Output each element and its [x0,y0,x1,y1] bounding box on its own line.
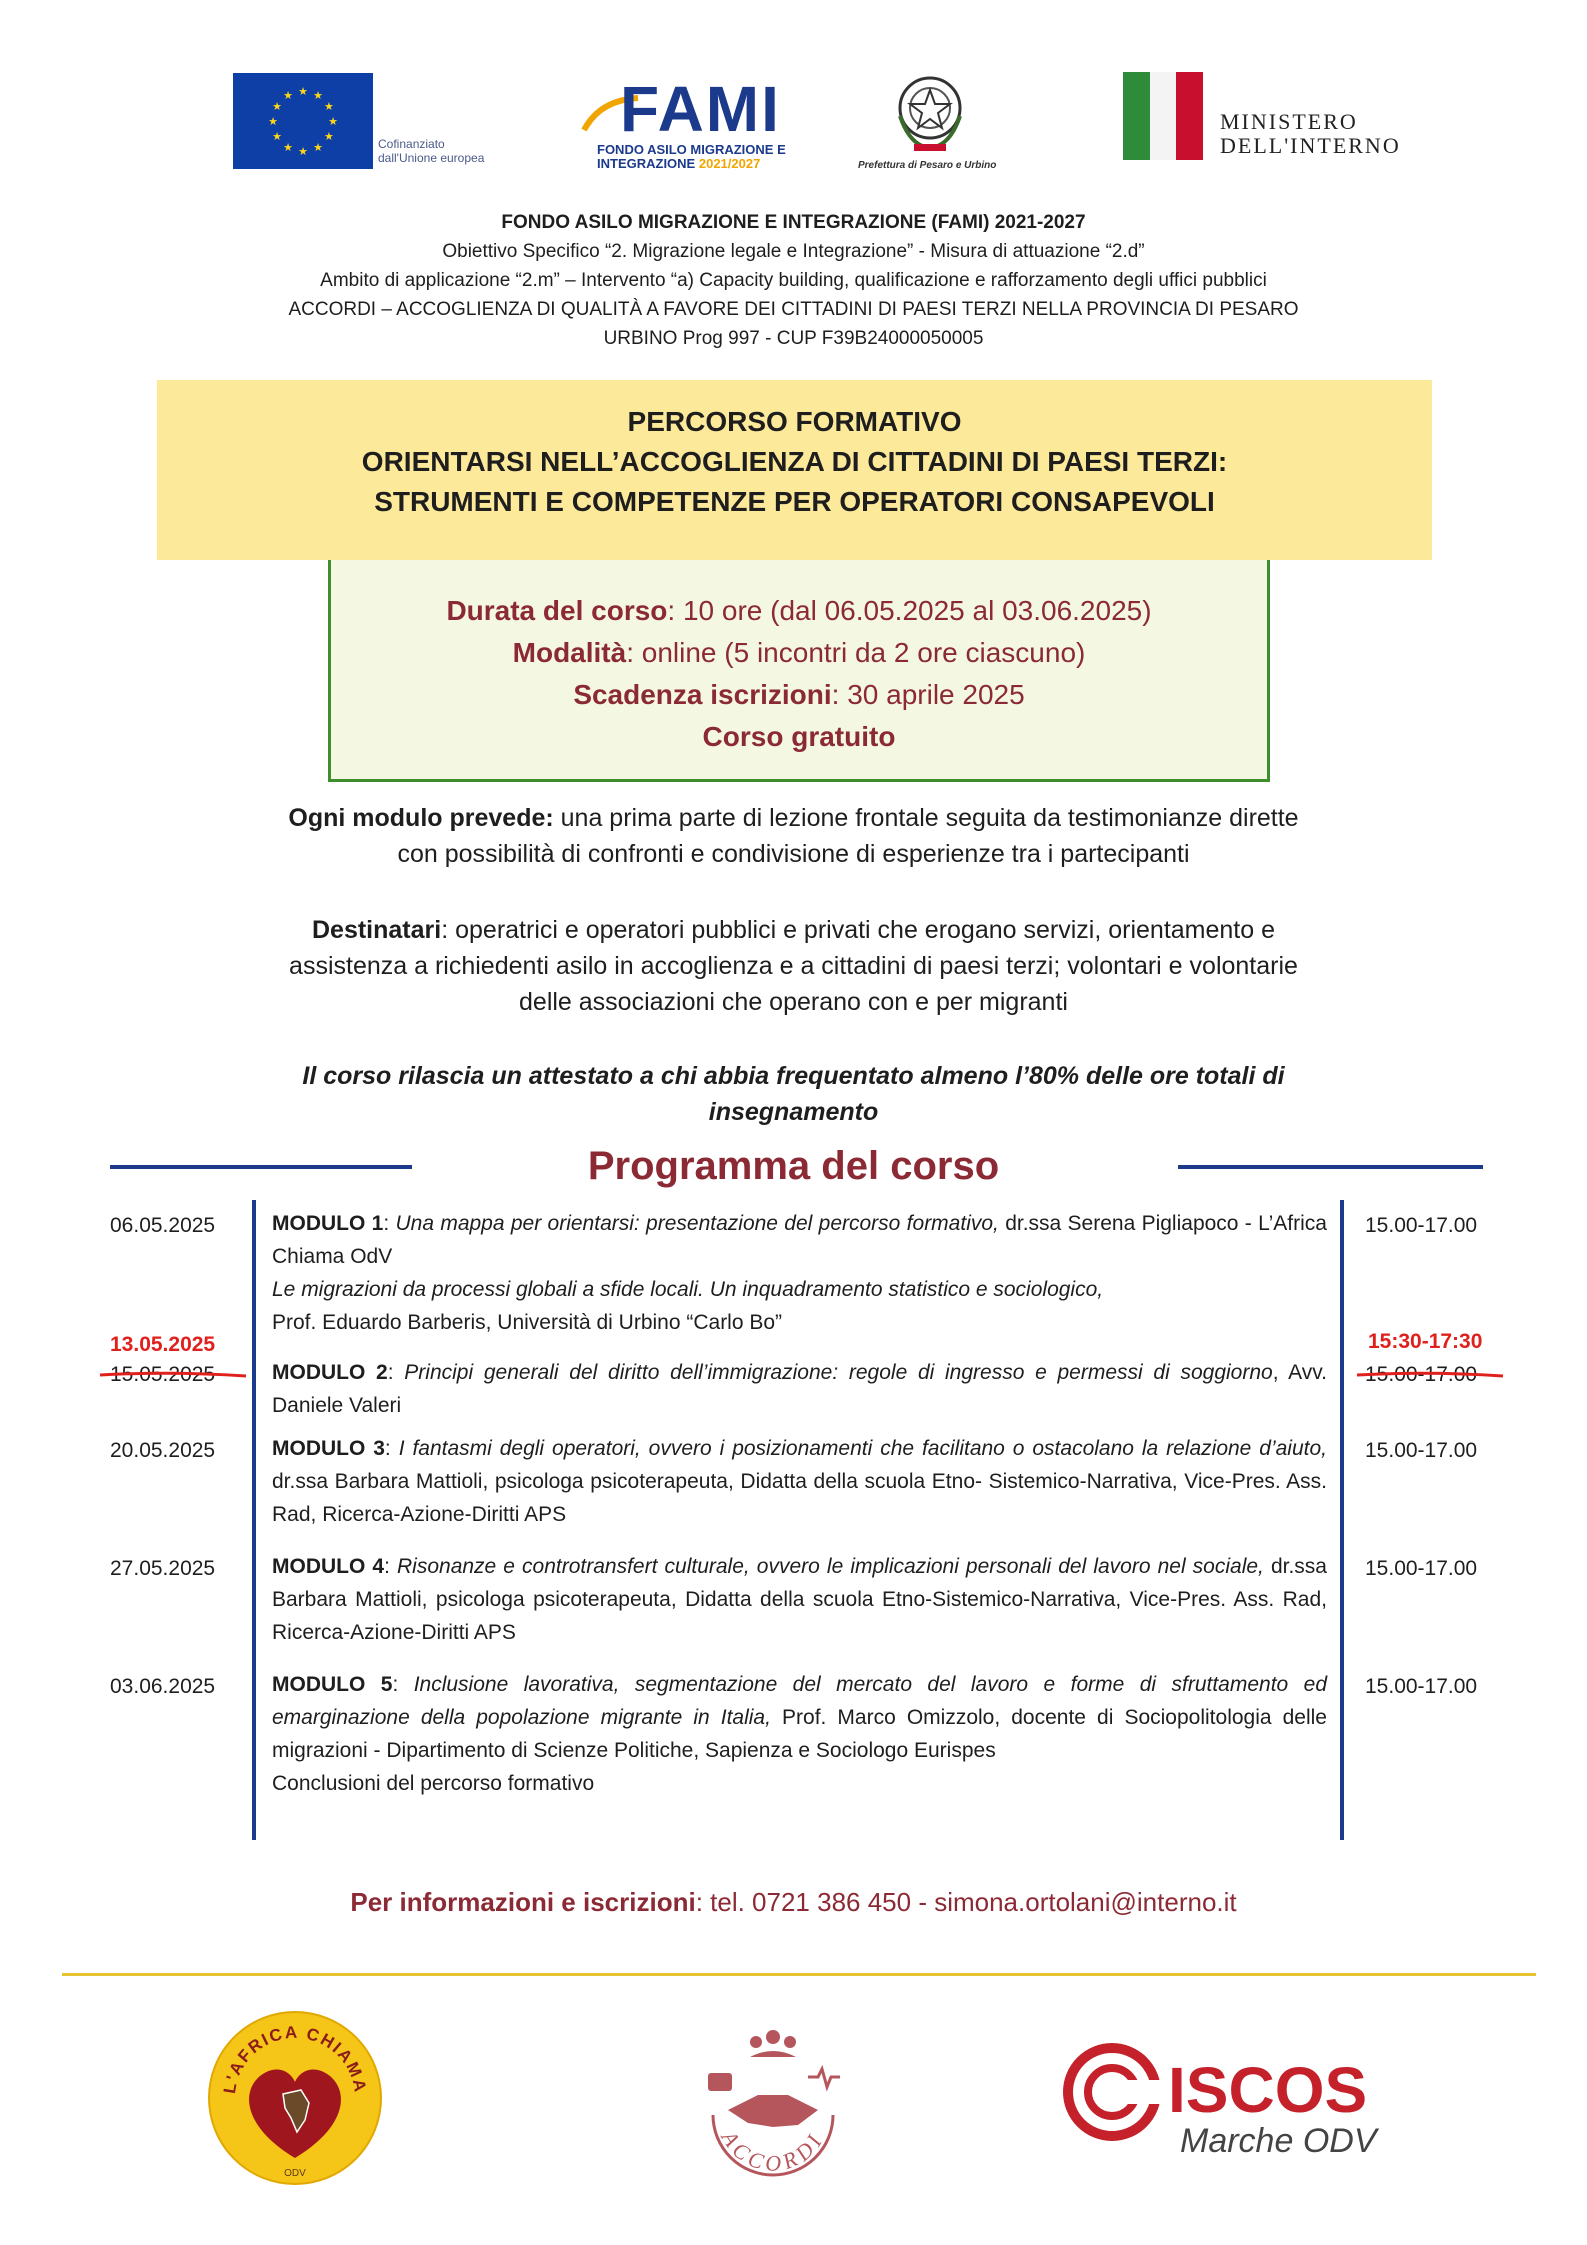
eu-text-line1: Cofinanziato [378,137,445,151]
destinatari-text2: assistenza a richiedenti asilo in accoglienza e a cittadini di paesi terzi; volontari e volontarie [289,952,1298,980]
schedule-divider-left [252,1200,256,1840]
durata-line [331,590,1267,632]
ministero-interno-logo-text [1220,110,1401,158]
module1-time: 15.00-17.00 [1365,1214,1478,1237]
module3-label: MODULO 3 [272,1437,385,1460]
module1-title2: Le migrazioni da processi globali a sfide locali. Un inquadramento statistico e sociologico, [272,1278,1104,1301]
module2-old-date: 15.05.2025 [110,1363,216,1386]
module1-speaker: dr.ssa Serena Pigliapoco - L’Africa Chiama OdV [272,1212,1327,1268]
fami-logo-word: FAMI [620,73,781,145]
africa-logo-text: L'AFRICA CHIAMA [219,2022,371,2095]
contact-label: Per informazioni e iscrizioni [350,1887,696,1917]
iscos-marche-logo [1060,2040,1390,2160]
africa-chiama-logo [205,2008,385,2188]
banner-title3: STRUMENTI E COMPETENZE PER OPERATORI CONSAPEVOLI [374,486,1215,517]
modalita-value: : online (5 incontri da 2 ore ciascuno) [626,637,1086,668]
module5-time: 15.00-17.00 [1365,1675,1478,1698]
module2-title: Principi generali del diritto dell’immigrazione: regole di ingresso e permessi di soggiorno [404,1361,1273,1384]
svg-text:ACCORDI [716,2124,830,2176]
course-info-box [328,560,1270,782]
module2-new-time: 15:30-17:30 [1368,1330,1483,1353]
project-intro [0,208,1587,353]
module1-title: Una mappa per orientarsi: presentazione del percorso formativo, [395,1212,999,1235]
fami-sub-line1: FONDO ASILO MIGRAZIONE E [597,142,786,157]
module5-description: MODULO 5: Inclusione lavorativa, segmentazione del mercato del lavoro e forme di sfruttamento ed emarginazione della popolazione migrante in Italia, Prof. Marco Omizzolo, docente di Sociopolitologia delle migrazioni - Dipartimento di Scienze Politiche, Sapienza e Sociologo Eurispes Conclusioni del percorso formativo [272,1673,1327,1795]
module2-old-time: 15.00-17.00 [1365,1363,1478,1386]
eu-cofinanced-text [378,137,484,165]
eu-star-icon: ★ [328,116,338,128]
heading-rule-right [1178,1165,1483,1169]
module5-label: MODULO 5 [272,1673,393,1696]
module2-new-date: 13.05.2025 [110,1333,216,1356]
module2-date-strike-mark [98,1365,248,1385]
scadenza-label: Scadenza iscrizioni [573,679,832,710]
module2-label: MODULO 2 [272,1361,388,1384]
module4-date: 27.05.2025 [110,1557,216,1580]
module3-title: I fantasmi degli operatori, ovvero i posizionamenti che facilitano o ostacolano la relazione d’aiuto, [398,1437,1327,1460]
module1-label: MODULO 1 [272,1212,384,1235]
module3-description: MODULO 3: I fantasmi degli operatori, ovvero i posizionamenti che facilitano o ostacolano la relazione d’aiuto, dr.ssa Barbara Mattioli, psicologa psicoterapeuta, Didatta della scuola Etno- Sistemico-Narrativa, Vice-Pres. Ass. Rad, Ricerca-Azione-Diritti APS [272,1437,1327,1526]
eu-text-line2: dall'Unione europea [378,151,485,165]
module4-label: MODULO 4 [272,1555,385,1578]
eu-star-icon: ★ [268,116,278,128]
contact-details[interactable]: : tel. 0721 386 450 - simona.ortolani@interno.it [695,1887,1237,1917]
eu-star-icon: ★ [298,86,308,98]
module5-conclusion: Conclusioni del percorso formativo [272,1772,595,1795]
gratuito-line [331,716,1267,758]
module4-description: MODULO 4: Risonanze e controtransfert culturale, ovvero le implicazioni personali del lavoro nel sociale, dr.ssa Barbara Mattioli, psicologa psicoterapeuta, Didatta della scuola Etno-Sistemico-Narrativa, Vice-Pres. Ass. Rad, Ricerca-Azione-Diritti APS [272,1555,1327,1644]
scadenza-line [331,674,1267,716]
module1-date: 06.05.2025 [110,1214,216,1237]
schedule-divider-right [1340,1200,1344,1840]
contact-line [0,1887,1587,1918]
eu-star-icon: ★ [283,141,293,154]
programma-title: Programma del corso [587,1144,1000,1188]
banner-title2: ORIENTARSI NELL’ACCOGLIENZA DI CITTADINI DI PAESI TERZI: [361,446,1228,477]
ministero-line1: MINISTERO [1220,109,1358,134]
modulo-prevede-label: Ogni modulo prevede: [288,804,554,832]
ministero-line2: DELL'INTERNO [1220,133,1401,158]
destinatari-text1: : operatrici e operatori pubblici e privati che erogano servizi, orientamento e [441,916,1275,944]
modalita-line [331,632,1267,674]
modulo-prevede-text1: una prima parte di lezione frontale seguita da testimonianze dirette [553,804,1299,832]
modalita-label: Modalità [512,637,627,668]
corso-gratuito: Corso gratuito [702,721,896,752]
attestato-line2: insegnamento [708,1098,879,1126]
destinatari-paragraph [0,912,1587,1020]
intro-line2: Obiettivo Specifico “2. Migrazione legale e Integrazione” - Misura di attuazione “2.d” [442,241,1145,262]
module3-speaker: dr.ssa Barbara Mattioli, psicologa psicoterapeuta, Didatta della scuola Etno- Sistemico-Narrativa, Vice-Pres. Ass. Rad, Ricerca-Azione-Diritti APS [272,1470,1327,1526]
module1-speaker2: Prof. Eduardo Barberis, Università di Urbino “Carlo Bo” [272,1311,783,1334]
fami-years: 2021/2027 [698,156,761,171]
attestato-line1: Il corso rilascia un attestato a chi abbia frequentato almeno l’80% delle ore totali di [302,1062,1285,1090]
iscos-logo-text: ISCOS [1168,2054,1368,2126]
module4-title: Risonanze e controtransfert culturale, ovvero le implicazioni personali del lavoro nel sociale, [397,1555,1264,1578]
destinatari-label: Destinatari [312,916,442,944]
scadenza-value: : 30 aprile 2025 [831,679,1025,710]
africa-logo-odv: ODV [284,2168,306,2179]
module3-date: 20.05.2025 [110,1439,216,1462]
accordi-logo [688,2015,858,2190]
eu-star-icon: ★ [272,101,282,113]
eu-star-icon: ★ [283,90,293,103]
prefettura-label: Prefettura di Pesaro e Urbino [858,160,997,171]
module4-speaker: dr.ssa Barbara Mattioli, psicologa psicoterapeuta, Didatta della scuola Etno-Sistemico-Narrativa, Vice-Pres. Ass. Rad, Ricerca-Azione-Diritti APS [272,1555,1327,1644]
eu-star-icon: ★ [324,101,334,113]
module2-description: MODULO 2: Principi generali del diritto dell’immigrazione: regole di ingresso e permessi di soggiorno, Avv. Daniele Valeri [272,1361,1327,1417]
eu-star-icon: ★ [313,90,323,103]
banner-title1: PERCORSO FORMATIVO [627,406,962,437]
eu-star-icon: ★ [272,131,282,143]
modulo-prevede-paragraph [0,800,1587,872]
iscos-logo-subtext: Marche ODV [1180,2122,1377,2160]
fami-logo-subtitle [597,143,786,171]
module5-title: Inclusione lavorativa, segmentazione del mercato del lavoro e forme di sfruttamento ed emarginazione della popolazione migrante in Italia, [272,1673,1327,1729]
eu-star-icon: ★ [313,141,323,154]
footer-divider [62,1973,1536,1976]
module1-description: MODULO 1: Una mappa per orientarsi: presentazione del percorso formativo, dr.ssa Serena Pigliapoco - L’Africa Chiama OdV Le migrazioni da processi globali a sfide locali. Un inquadramento statistico e sociologico, Prof. Eduardo Barberis, Università di Urbino “Carlo Bo” [272,1212,1327,1334]
modulo-prevede-text2: con possibilità di confronti e condivisione di esperienze tra i partecipanti [397,840,1190,868]
accordi-logo-text: ACCORDI [716,2126,830,2176]
italy-flag-icon [1123,72,1203,160]
durata-value: : 10 ore (dal 06.05.2025 al 03.06.2025) [667,595,1152,626]
intro-line5: URBINO Prog 997 - CUP F39B24000050005 [603,328,984,349]
eu-flag-logo [233,73,373,169]
course-title-banner [157,380,1432,560]
module2-speaker: , Avv. Daniele Valeri [272,1361,1327,1417]
eu-star-icon: ★ [298,146,308,158]
module2-time-strike-mark [1355,1365,1505,1385]
italian-republic-emblem-icon [890,66,970,158]
destinatari-text3: delle associazioni che operano con e per migranti [519,988,1068,1016]
intro-line1: FONDO ASILO MIGRAZIONE E INTEGRAZIONE (FAMI) 2021-2027 [501,212,1086,233]
module4-time: 15.00-17.00 [1365,1557,1478,1580]
eu-star-icon: ★ [324,131,334,143]
module3-time: 15.00-17.00 [1365,1439,1478,1462]
fami-sub-line2: INTEGRAZIONE [597,156,696,171]
attestato-paragraph [0,1058,1587,1130]
durata-label: Durata del corso [446,595,668,626]
intro-line4: ACCORDI – ACCOGLIENZA DI QUALITÀ A FAVORE DEI CITTADINI DI PAESI TERZI NELLA PROVINCIA DI PESARO [288,299,1299,320]
module5-date: 03.06.2025 [110,1675,216,1698]
intro-line3: Ambito di applicazione “2.m” – Intervento “a) Capacity building, qualificazione e rafforzamento degli uffici pubblici [320,270,1267,291]
module5-speaker: Prof. Marco Omizzolo, docente di Sociopolitologia delle migrazioni - Dipartimento di Scienze Politiche, Sapienza e Sociologo Eurispes [272,1706,1327,1762]
